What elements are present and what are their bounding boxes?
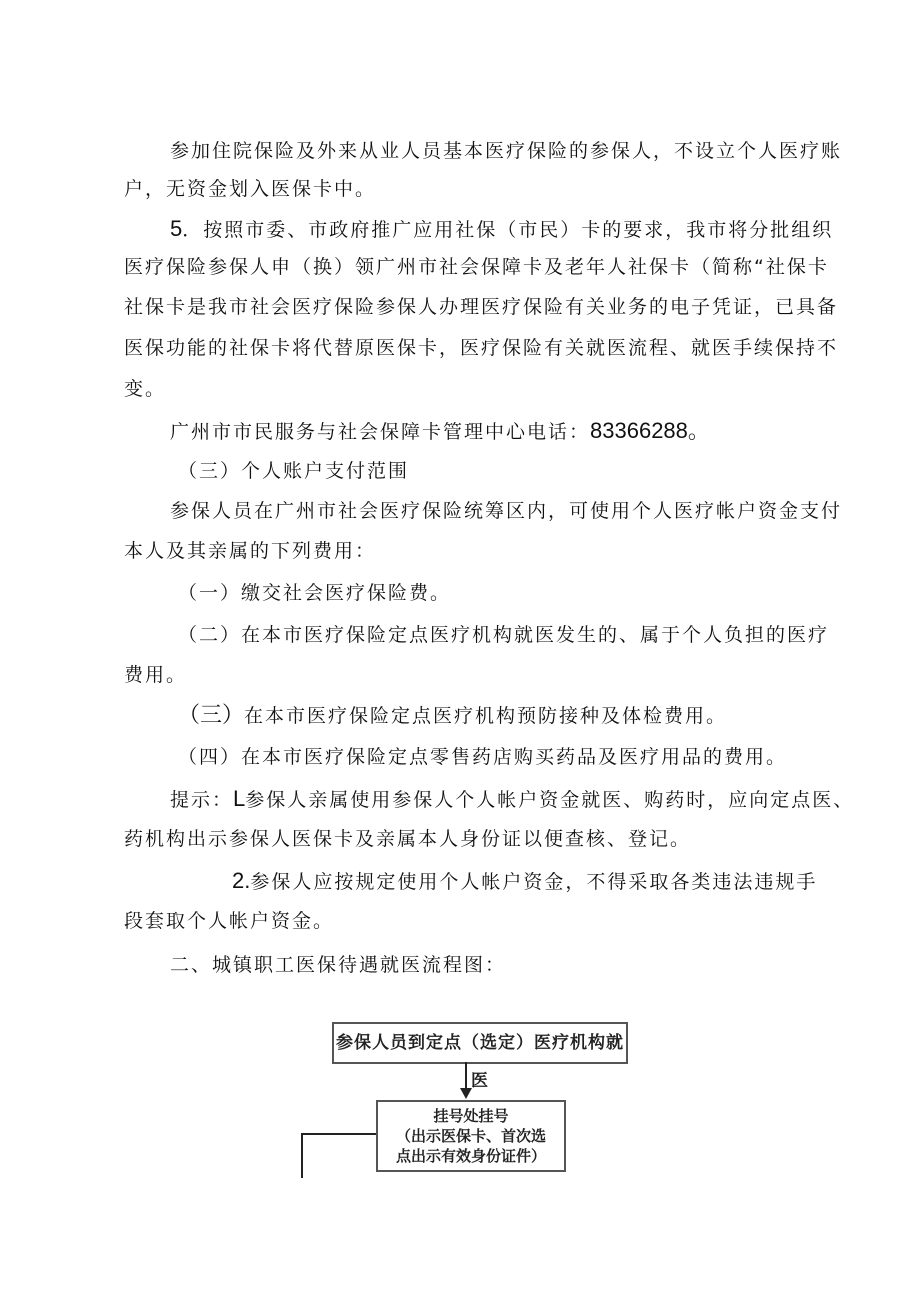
section-title: （三）个人账户支付范围 (178, 460, 410, 482)
paragraph-line: 参保人员在广州市社会医疗保险统筹区内，可使用个人医疗帐户资金支付 (170, 500, 843, 522)
paragraph-line: 参加住院保险及外来从业人员基本医疗保险的参保人，不设立个人医疗账 (170, 140, 843, 162)
flow-step-note: 点出示有效身份证件） (395, 1147, 546, 1165)
paragraph-line: 医保功能的社保卡将代替原医保卡，医疗保险有关就医流程、就医手续保持不 (124, 337, 839, 359)
flow-connector (301, 1133, 376, 1135)
paragraph-line (170, 786, 854, 813)
list-item: （二）在本市医疗保险定点医疗机构就医发生的、属于个人负担的医疗 (178, 624, 830, 646)
flow-step-note: （出示医保卡、首次选 (395, 1127, 546, 1145)
paragraph-line: 变。 (124, 378, 167, 400)
flow-step-title: 挂号处挂号 (433, 1107, 509, 1125)
paragraph-line: 费用。 (124, 664, 188, 686)
paragraph-line: 社保卡是我市社会医疗保险参保人办理医疗保险有关业务的电子凭证，已具备 (124, 296, 839, 318)
tip-number: L (233, 786, 246, 811)
paragraph-line (170, 418, 710, 445)
flow-arrow-line (465, 1062, 467, 1090)
flow-step-box (376, 1100, 566, 1172)
tip-text: 参保人亲属使用参保人个人帐户资金就医、购药时，应向定点医、 (245, 789, 855, 811)
paragraph-line: 户，无资金划入医保卡中。 (124, 178, 377, 200)
phone-number: 83366288。 (590, 418, 710, 443)
paragraph-line: 药机构出示参保人医保卡及亲属本人身份证以便查核、登记。 (124, 828, 692, 850)
item-number: 5 (170, 216, 183, 241)
tip-number: 2. (232, 868, 251, 893)
item-prefix: （三） (178, 703, 245, 728)
paragraph-line (170, 216, 833, 243)
flow-step-box: 参保人员到定点（选定）医疗机构就医 (332, 1022, 628, 1064)
paragraph-line: 本人及其亲属的下列费用： (124, 540, 377, 562)
paragraph-text: ．按照市委、市政府推广应用社保（市民）卡的要求，我市将分批组织 (182, 219, 834, 241)
list-item: （四）在本市医疗保险定点零售药店购买药品及医疗用品的费用。 (178, 746, 788, 768)
tip-text: 参保人应按规定使用个人帐户资金，不得采取各类违法违规手 (250, 871, 818, 893)
arrow-down-icon (460, 1088, 472, 1099)
flow-connector (301, 1133, 303, 1178)
list-item (178, 703, 727, 729)
section-title: 二、城镇职工医保待遇就医流程图： (170, 954, 507, 976)
phone-label: 广州市市民服务与社会保障卡管理中心电话： (170, 421, 591, 443)
item-text: 在本市医疗保险定点医疗机构预防接种及体检费用。 (244, 705, 728, 727)
paragraph-line: 医疗保险参保人申（换）领广州市社会保障卡及老年人社保卡（简称“社保卡 (124, 256, 829, 278)
tip-label: 提示： (170, 789, 234, 811)
list-item: （一）缴交社会医疗保险费。 (178, 582, 452, 604)
paragraph-line (232, 868, 817, 895)
paragraph-line: 段套取个人帐户资金。 (124, 910, 335, 932)
